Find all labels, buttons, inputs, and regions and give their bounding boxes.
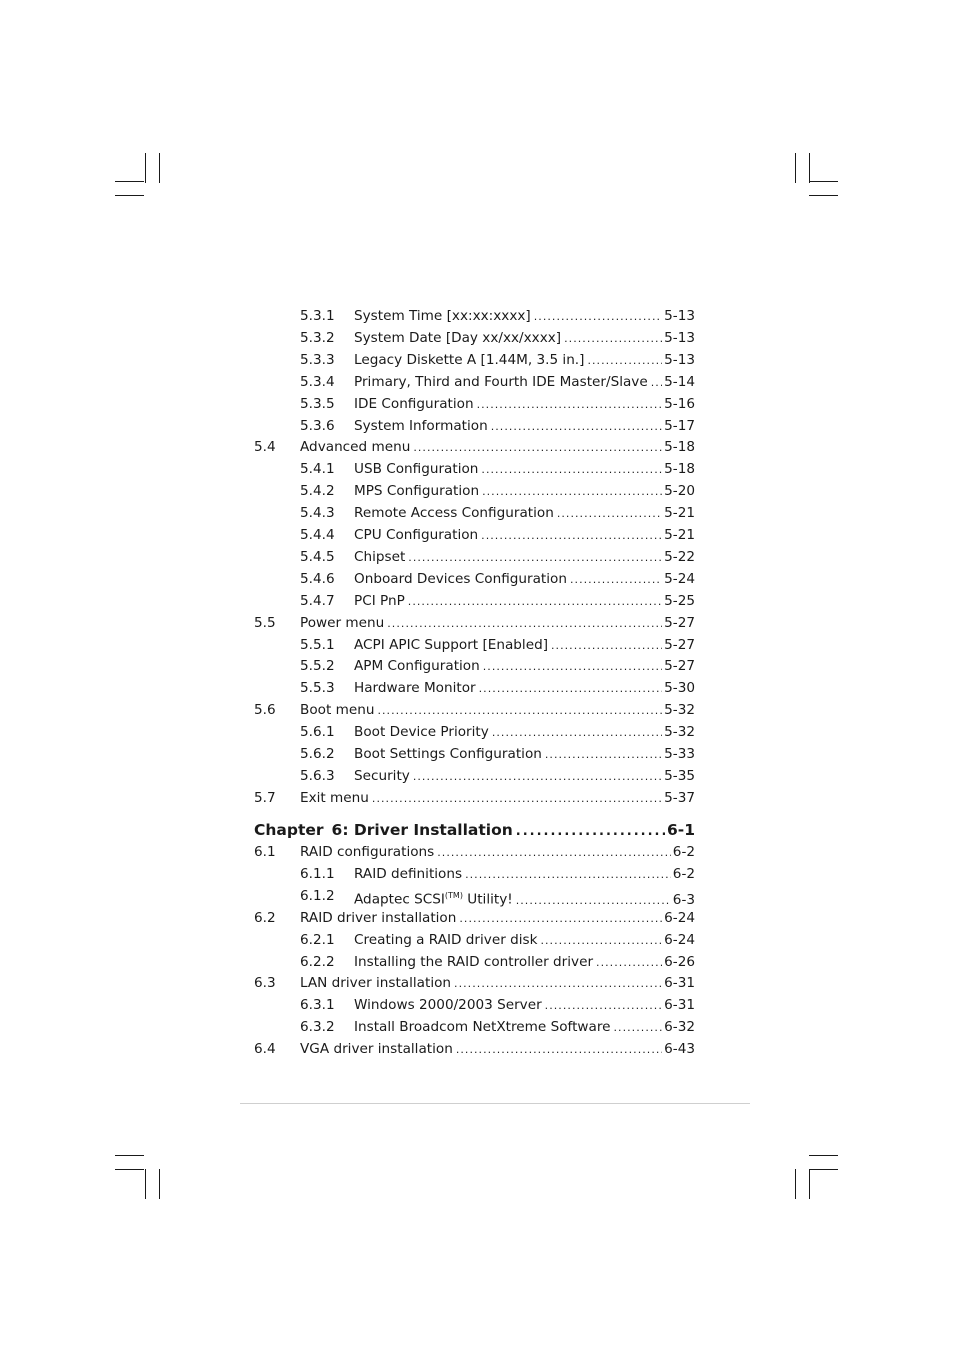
page-number: 5-21 (664, 505, 695, 521)
page-number: 6-43 (664, 1041, 695, 1057)
page-number: 5-17 (664, 418, 695, 434)
section-number: 6.2.2 (300, 954, 335, 970)
chapter-page-number: 6-1 (666, 821, 695, 839)
section-title: Legacy Diskette A [1.44M, 3.5 in.] (354, 352, 585, 368)
section-title: MPS Configuration (354, 483, 480, 499)
section-number: 5.3.6 (300, 418, 335, 434)
toc-entry[interactable] (0, 481, 954, 501)
section-title: RAID driver installation (300, 910, 457, 926)
footer-rule (240, 1103, 750, 1104)
section-title: RAID configurations (300, 844, 435, 860)
leader-dots (651, 373, 662, 393)
leader-dots (372, 789, 662, 809)
section-number: 5.3.3 (300, 352, 335, 368)
section-number: 5.3.5 (300, 396, 335, 412)
leader-dots (413, 767, 662, 787)
section-number: 5.5.3 (300, 680, 335, 696)
section-number: 5.3.1 (300, 308, 335, 324)
leader-dots (564, 329, 662, 349)
section-number: 5.4.1 (300, 461, 335, 477)
section-number: 5.7 (254, 790, 276, 806)
leader-dots (377, 701, 662, 721)
chapter-title: Chapter 6: Driver Installation (254, 821, 513, 839)
section-title: Boot Device Priority (354, 724, 489, 740)
section-number: 5.6.2 (300, 746, 335, 762)
toc-entry[interactable] (0, 766, 954, 786)
section-number: 5.4 (254, 439, 276, 455)
section-title: Exit menu (300, 790, 369, 806)
toc-entry[interactable] (0, 525, 954, 545)
toc-entry[interactable] (0, 842, 954, 862)
leader-dots (482, 482, 662, 502)
toc-entry[interactable] (0, 328, 954, 348)
page-number: 5-18 (664, 439, 695, 455)
toc-entry[interactable] (0, 1039, 954, 1059)
section-title: Power menu (300, 615, 385, 631)
section-number: 5.5.1 (300, 637, 335, 653)
toc-chapter-heading[interactable] (254, 818, 695, 842)
page-number: 5-14 (664, 374, 695, 390)
toc-entry[interactable] (0, 459, 954, 479)
section-title: USB Configuration (354, 461, 479, 477)
page-number: 6-31 (664, 997, 695, 1013)
page-number: 6-2 (672, 844, 695, 860)
section-number: 5.3.4 (300, 374, 335, 390)
page-number: 5-25 (664, 593, 695, 609)
toc-entry[interactable] (0, 952, 954, 972)
page-number: 5-13 (664, 308, 695, 324)
section-number: 6.3.1 (300, 997, 335, 1013)
toc-entry[interactable] (0, 350, 954, 370)
section-title: Creating a RAID driver disk (354, 932, 538, 948)
section-number: 5.3.2 (300, 330, 335, 346)
page-number: 5-27 (664, 637, 695, 653)
toc-entry[interactable] (0, 569, 954, 589)
leader-dots (516, 820, 665, 844)
section-title: ACPI APIC Support [Enabled] (354, 637, 548, 653)
section-number: 5.5.2 (300, 658, 335, 674)
section-number: 6.1 (254, 844, 276, 860)
section-number: 6.1.2 (300, 888, 335, 904)
page-number: 5-33 (664, 746, 695, 762)
page-number: 6-32 (664, 1019, 695, 1035)
leader-dots (545, 996, 662, 1016)
leader-dots (477, 395, 663, 415)
section-number: 5.5 (254, 615, 276, 631)
leader-dots (545, 745, 662, 765)
leader-dots (454, 974, 662, 994)
toc-entry[interactable] (0, 547, 954, 567)
section-number: 5.4.4 (300, 527, 335, 543)
toc-entry[interactable] (0, 503, 954, 523)
section-title: PCI PnP (354, 593, 405, 609)
page-number: 5-13 (664, 330, 695, 346)
section-number: 6.2.1 (300, 932, 335, 948)
leader-dots (587, 351, 662, 371)
toc-entry[interactable] (0, 678, 954, 698)
section-number: 5.6 (254, 702, 276, 718)
section-number: 5.4.7 (300, 593, 335, 609)
page-number: 5-32 (664, 702, 695, 718)
section-title: Boot menu (300, 702, 375, 718)
page-number: 5-30 (664, 680, 695, 696)
section-title: Adaptec $SCSI^{(TM)}$ Utility! (354, 891, 513, 908)
section-title: Remote Access Configuration (354, 505, 554, 521)
section-title: System Information (354, 418, 488, 434)
toc-entry[interactable] (0, 700, 954, 720)
toc-entry[interactable] (0, 995, 954, 1015)
section-title: Security (354, 768, 410, 784)
leader-dots (465, 865, 671, 885)
section-number: 5.6.3 (300, 768, 335, 784)
section-number: 5.6.1 (300, 724, 335, 740)
leader-dots (456, 1040, 662, 1060)
section-title: APM Configuration (354, 658, 480, 674)
section-number: 5.4.5 (300, 549, 335, 565)
page-number: 5-24 (664, 571, 695, 587)
toc-entry[interactable] (0, 788, 954, 808)
toc-entry[interactable] (0, 394, 954, 414)
leader-dots (492, 723, 662, 743)
section-number: 6.2 (254, 910, 276, 926)
section-title: Advanced menu (300, 439, 411, 455)
section-title: CPU Configuration (354, 527, 479, 543)
section-title: LAN driver installation (300, 975, 452, 991)
leader-dots (596, 953, 662, 973)
page-number: 5-21 (664, 527, 695, 543)
page-number: 5-35 (664, 768, 695, 784)
leader-dots (437, 843, 671, 863)
leader-dots (551, 636, 662, 656)
leader-dots (570, 570, 662, 590)
section-title: VGA driver installation (300, 1041, 453, 1057)
leader-dots (557, 504, 662, 524)
section-title-rest: Utility! (462, 891, 513, 908)
page-number: 6-26 (664, 954, 695, 970)
section-title: Boot Settings Configuration (354, 746, 542, 762)
page-number: 6-24 (664, 932, 695, 948)
leader-dots (387, 614, 662, 634)
page-number: 5-16 (664, 396, 695, 412)
leader-dots (479, 679, 663, 699)
leader-dots (481, 460, 662, 480)
page-number: 6-3 (672, 891, 695, 908)
section-title: System Date [Day xx/xx/xxxx] (354, 330, 562, 346)
toc-entry[interactable] (0, 864, 954, 884)
section-number: 5.4.6 (300, 571, 335, 587)
section-title: Primary, Third and Fourth IDE Master/Slave (354, 374, 648, 390)
section-title: Install Broadcom NetXtreme Software (354, 1019, 611, 1035)
page-number: 5-22 (664, 549, 695, 565)
page-number: 5-20 (664, 483, 695, 499)
section-number: 5.4.3 (300, 505, 335, 521)
toc-entry[interactable] (0, 973, 954, 993)
section-title: Installing the RAID controller driver (354, 954, 594, 970)
page-number: 6-2 (672, 866, 695, 882)
toc-entry[interactable] (0, 591, 954, 611)
page-number: 6-31 (664, 975, 695, 991)
section-title: Hardware Monitor (354, 680, 476, 696)
toc-entry[interactable] (0, 372, 954, 392)
page-number: 6-24 (664, 910, 695, 926)
section-title: Windows 2000/2003 Server (354, 997, 542, 1013)
leader-dots (491, 417, 662, 437)
section-number: 6.3 (254, 975, 276, 991)
leader-dots (481, 526, 662, 546)
toc-entry[interactable] (0, 722, 954, 742)
toc-entry[interactable] (0, 613, 954, 633)
page-number: 5-18 (664, 461, 695, 477)
toc-entry[interactable] (0, 416, 954, 436)
toc-entry[interactable] (0, 930, 954, 950)
toc-entry[interactable] (0, 1017, 954, 1037)
section-title: IDE Configuration (354, 396, 474, 412)
leader-dots (483, 657, 662, 677)
trademark-superscript: (TM) (444, 891, 463, 900)
section-number: 5.4.2 (300, 483, 335, 499)
leader-dots (408, 548, 662, 568)
page-number: 5-37 (664, 790, 695, 806)
section-title: System Time [xx:xx:xxxx] (354, 308, 531, 324)
section-number: 6.1.1 (300, 866, 335, 882)
page-number: 5-32 (664, 724, 695, 740)
toc-entry[interactable] (0, 437, 954, 457)
section-title: RAID definitions (354, 866, 463, 882)
page-number: 5-13 (664, 352, 695, 368)
section-number: 6.3.2 (300, 1019, 335, 1035)
leader-dots (540, 931, 662, 951)
toc-entry[interactable] (0, 635, 954, 655)
section-title: Chipset (354, 549, 406, 565)
toc-entry[interactable] (0, 886, 954, 906)
leader-dots (408, 592, 662, 612)
toc-entry[interactable] (0, 908, 954, 928)
leader-dots (459, 909, 662, 929)
section-title: Onboard Devices Configuration (354, 571, 567, 587)
toc-entry[interactable] (0, 744, 954, 764)
page-number: 5-27 (664, 615, 695, 631)
section-number: 6.4 (254, 1041, 276, 1057)
page-number: 5-27 (664, 658, 695, 674)
leader-dots (534, 307, 662, 327)
toc-entry[interactable] (0, 306, 954, 326)
leader-dots (413, 438, 662, 458)
leader-dots (614, 1018, 663, 1038)
toc-entry[interactable] (0, 656, 954, 676)
